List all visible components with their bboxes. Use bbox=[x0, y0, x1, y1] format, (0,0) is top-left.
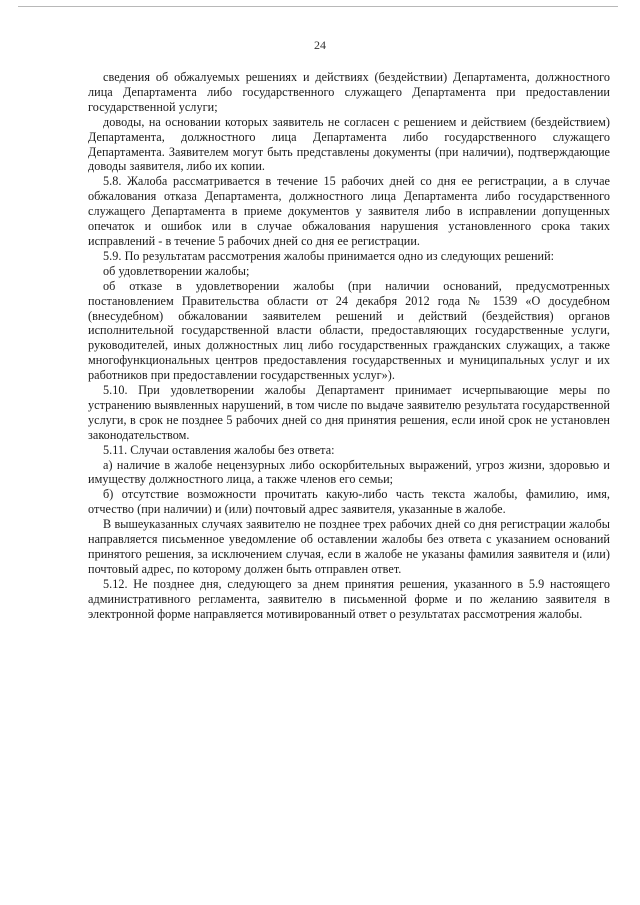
paragraph: 5.11. Случаи оставления жалобы без ответа: bbox=[103, 442, 335, 457]
page-number: 24 bbox=[314, 38, 326, 52]
document-body bbox=[88, 70, 610, 622]
paragraph: а) наличие в жалобе нецензурных либо оскорбительных выражений, угроз жизни, здоровью и имуществу должностного лица, а также членов его семьи; bbox=[88, 457, 610, 487]
paragraph: об отказе в удовлетворении жалобы (при наличии оснований, предусмотренных постановлением Правительства области от 24 декабря 2012 года № 1539 «О досудебном (внесудебном) обжаловании заявителем решений и действий (бездействия) органов исполнительной государственной власти области, предоставляющих государственные услуги, руководителей, иных должностных лиц либо государственных гражданских служащих, а также многофункциональных центров предоставления государственных и муниципальных услуг и их работников при предоставлении государственных услуг»). bbox=[88, 278, 610, 383]
paragraph: 5.12. Не позднее дня, следующего за днем принятия решения, указанного в 5.9 настоящего административного регламента, заявителю в письменной форме и по желанию заявителя в электронной форме направляется мотивированный ответ о результатах рассмотрения жалобы. bbox=[88, 576, 610, 621]
paragraph: сведения об обжалуемых решениях и действиях (бездействии) Департамента, должностного лица Департамента либо государственного служащего Департамента при предоставлении государственной услуги; bbox=[88, 70, 610, 114]
paragraph: В вышеуказанных случаях заявителю не позднее трех рабочих дней со дня регистрации жалобы направляется письменное уведомление об оставлении жалобы без ответа с указанием оснований принятого решения, за исключением случая, если в жалобе не указаны фамилия заявителя и (или) почтовый адрес, по которому должен быть отправлен ответ. bbox=[88, 517, 610, 576]
paragraph: 5.8. Жалоба рассматривается в течение 15 рабочих дней со дня ее регистрации, а в случае обжалования отказа Департамента, должностного лица Департамента либо государственного служащего Департамента в приеме документов у заявителя либо в исправлении допущенных опечаток и ошибок или в случае обжалования нарушения установленного срока таких исправлений - в течение 5 рабочих дней со дня ее регистрации. bbox=[88, 174, 610, 248]
scan-border-line bbox=[18, 6, 618, 7]
paragraph: 5.10. При удовлетворении жалобы Департамент принимает исчерпывающие меры по устранению выявленных нарушений, в том числе по выдаче заявителю результата государственной услуги, в срок не позднее 5 рабочих дней со дня принятия решения, если иной срок не установлен законодательством. bbox=[88, 383, 610, 442]
paragraph: 5.9. По результатам рассмотрения жалобы принимается одно из следующих решений: bbox=[103, 248, 555, 263]
paragraph: об удовлетворении жалобы; bbox=[103, 263, 250, 278]
paragraph: доводы, на основании которых заявитель не согласен с решением и действием (бездействием) Департамента, должностного лица Департамента либо государственного служащего Департамента. Заявителем могут быть представлены документы (при наличии), подтверждающие доводы заявителя, либо их копии. bbox=[88, 114, 610, 174]
paragraph: б) отсутствие возможности прочитать какую-либо часть текста жалобы, фамилию, имя, отчество (при наличии) и (или) почтовый адрес заявителя, указанные в жалобе. bbox=[88, 487, 610, 517]
